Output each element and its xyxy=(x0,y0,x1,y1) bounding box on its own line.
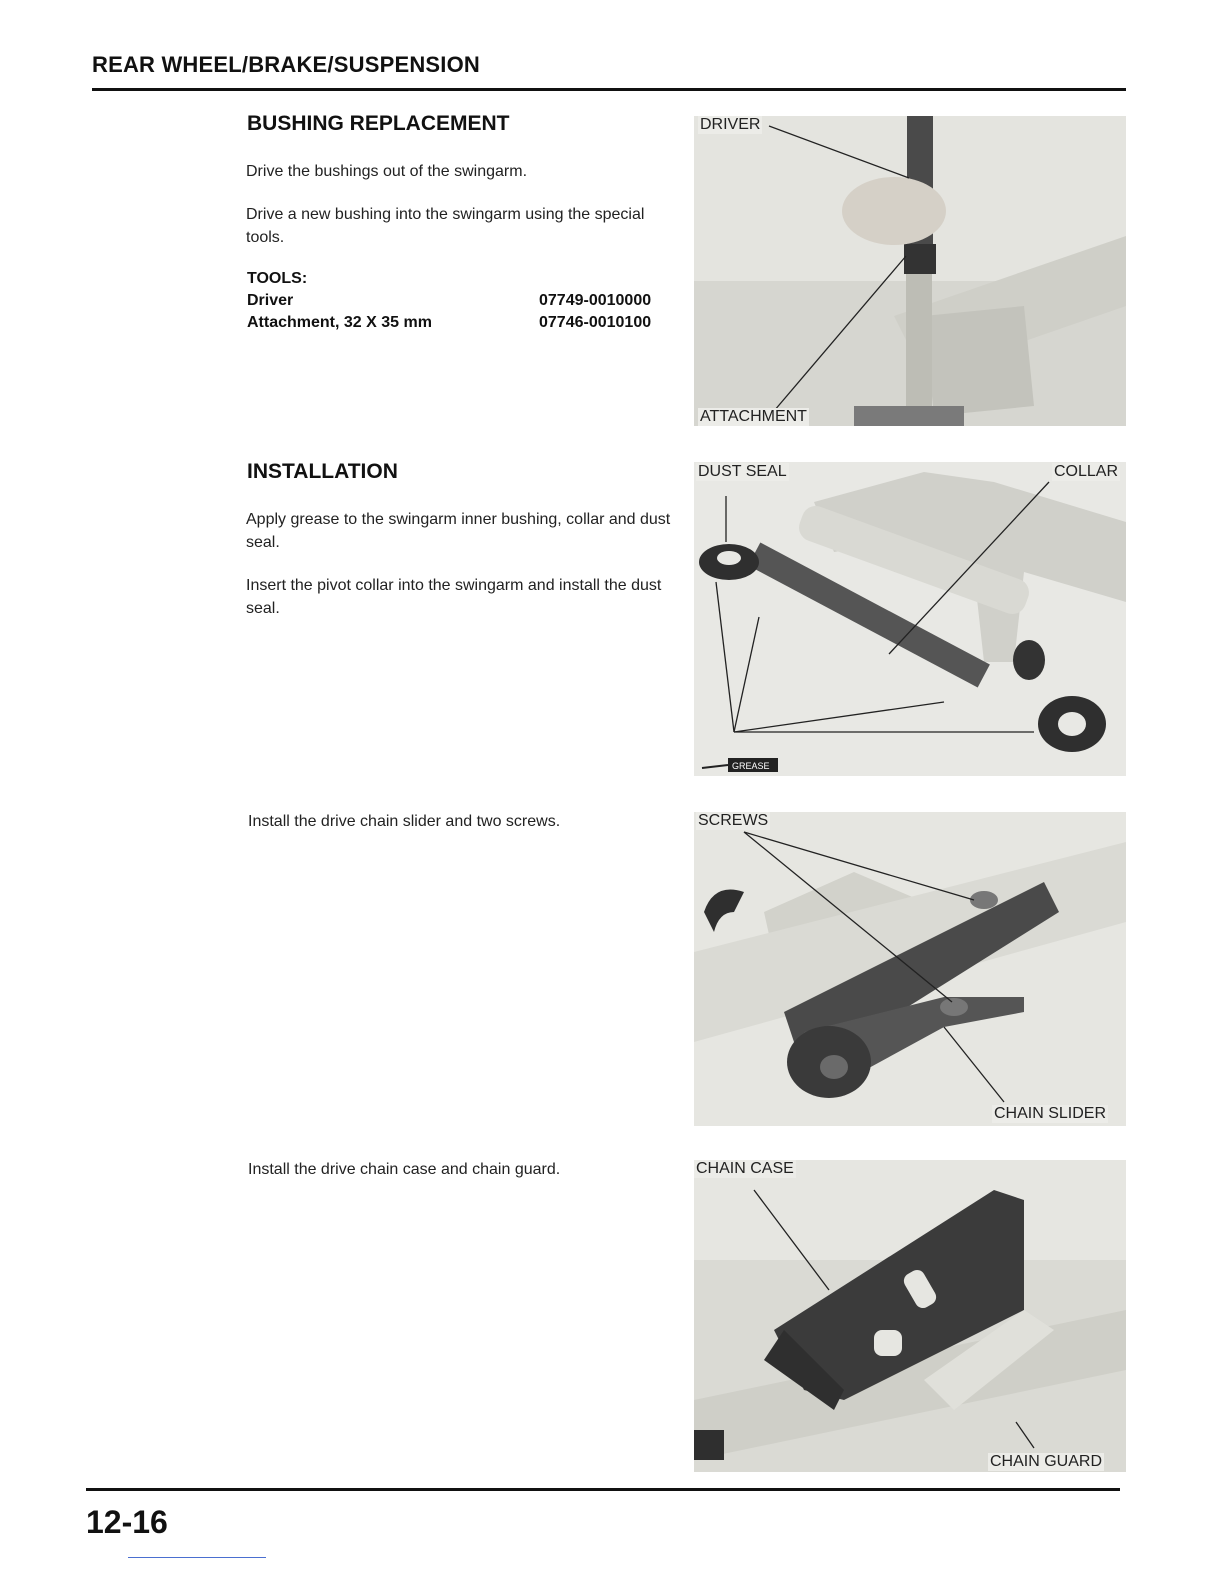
photo-screws-chain-slider xyxy=(694,812,1126,1126)
photo-dust-seal-collar xyxy=(694,462,1126,776)
photo-driver-attachment xyxy=(694,116,1126,426)
label-driver: DRIVER xyxy=(700,116,761,133)
tool-number: 07746-0010100 xyxy=(539,314,652,331)
figure-dust-seal-collar xyxy=(694,462,1126,776)
label-chain-slider: CHAIN SLIDER xyxy=(994,1105,1107,1122)
label-grease: GREASE xyxy=(732,761,770,771)
link-underline xyxy=(128,1557,266,1558)
tool-name: Driver xyxy=(247,292,294,309)
installation-para-3: Install the drive chain slider and two screws. xyxy=(248,813,561,830)
bushing-para-1: Drive the bushings out of the swingarm. xyxy=(246,163,528,180)
figure-chain-case-guard xyxy=(694,1160,1126,1472)
footer-rule xyxy=(86,1488,1120,1491)
bushing-para-2: Drive a new bushing into the swingarm using the special tools. xyxy=(246,206,645,246)
tool-name: Attachment, 32 X 35 mm xyxy=(247,314,432,331)
page-number: 12-16 xyxy=(86,1504,168,1540)
figure-screws-chain-slider xyxy=(694,812,1126,1126)
photo-chain-case-guard xyxy=(694,1160,1126,1472)
installation-para-4: Install the drive chain case and chain guard. xyxy=(248,1161,561,1178)
tools-label: TOOLS: xyxy=(247,270,308,287)
label-collar: COLLAR xyxy=(1054,463,1119,480)
label-dust-seal: DUST SEAL xyxy=(698,463,787,480)
page-header: REAR WHEEL/BRAKE/SUSPENSION xyxy=(92,52,480,77)
label-attachment: ATTACHMENT xyxy=(700,408,807,425)
bushing-replacement-title: BUSHING REPLACEMENT xyxy=(247,112,510,135)
installation-para-1: Apply grease to the swingarm inner bushing, collar and dust seal. xyxy=(246,511,671,551)
label-chain-case: CHAIN CASE xyxy=(696,1160,794,1177)
label-screws: SCREWS xyxy=(698,812,769,829)
installation-para-2: Insert the pivot collar into the swingarm and install the dust seal. xyxy=(246,577,662,617)
label-chain-guard: CHAIN GUARD xyxy=(990,1453,1103,1470)
tool-number: 07749-0010000 xyxy=(539,292,652,309)
figure-driver-attachment xyxy=(694,116,1126,426)
installation-title: INSTALLATION xyxy=(247,460,398,483)
header-rule xyxy=(92,88,1126,91)
